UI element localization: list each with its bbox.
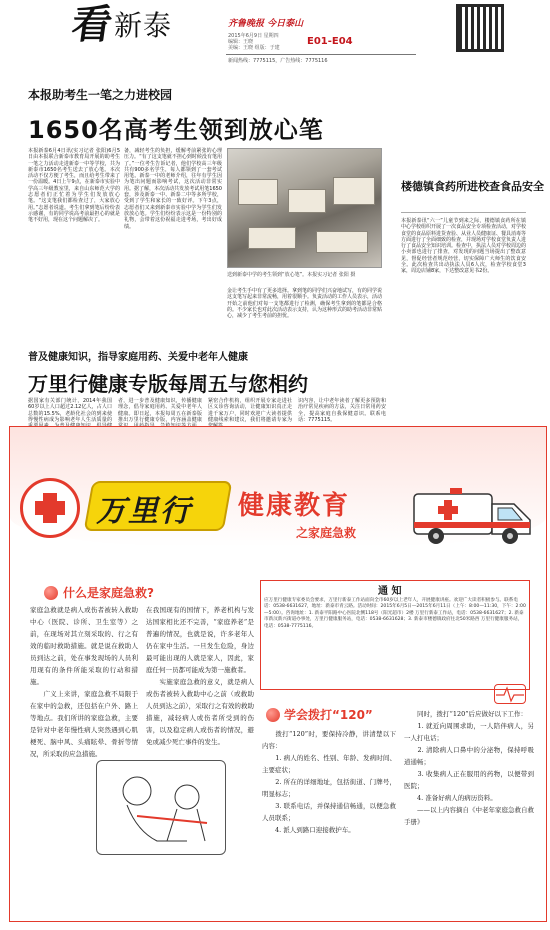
story2-headline: 万里行健康专版每周五与您相约 bbox=[28, 372, 308, 396]
first-aid-cartoon bbox=[96, 760, 226, 855]
notice-body: 应万里行健康专家委员会要求，万里行新泰工作站面向全市60岁以上老年人，开展健康讲座。欢迎广大读者积极参与。联系电话：0538-6631627，地址：新泰市青云路。活动时间：2015年6月5日—2015年6月11日（上午：8:00—11:30，下午：2:00—5:00）。咨询地址：1. 新泰平阳路中心医院北侧118号（阳光超市）2楼 万里行新泰工作站，电话：0538-6631627；2. 新泰市新汶新兴街道办事处，万里行健康服务站，电话：0538-6631628；3. 新泰市楼德镇政府往北50米路西 万里行健康服务站，电话：0538-7775116。 bbox=[264, 598, 526, 629]
story1-headline: 1650名高考生领到放心笔 bbox=[28, 116, 324, 144]
section2-column-b: 同时，拨打“120”后应做好以下工作： 1. 就近向周围求助，一人陪伴病人，另一人打电话； 2. 清除病人口鼻中的分泌物，保持呼吸道通畅； 3. 收集病人正在服用的药物，以便带到医院； 4. 准备好病人的病历资料。 ——以上内容摘自《中老年家庭急救自救手册》 bbox=[404, 710, 534, 826]
section2-column-a: 拨打“120”时，要保持冷静，讲清楚以下内容： 1. 病人的姓名、性别、年龄、发病时间、主要症状； 2. 所在的详细地址，包括街道、门牌号，明显标志； 3. 联系电话，并保持通信畅通，以便急救人员联系； 4. 派人到路口迎接救护车。 bbox=[262, 730, 396, 834]
masthead-divider bbox=[226, 54, 416, 55]
ad-title: 健康教育 bbox=[238, 491, 351, 521]
section1-right-column: 在我国现有的国情下，养老机构与发达国家相比还不完善，“家庭养老”是普遍的情况，也就是说，许多老年人仍在家中生活。一旦发生危险，身边最可能出现的人就是家人，因此，家庭任何一员都可能成为第一施救者。 实施家庭急救的意义，就是病人或伤者被转入救助中心之前（或救助人员到达之前），采取行之有效的救助措施，减轻病人或伤者所受到的伤害，以及稳定病人或伤者的情况，避免或减少死亡事件的发生。 bbox=[146, 606, 254, 746]
brand-name: 万里行 bbox=[96, 494, 192, 529]
story2-kicker: 普及健康知识，指导家庭用药、关爱中老年人健康 bbox=[28, 352, 248, 363]
story2-column-2: 者，进一步普及健康知识，传播健康理念，倡导家庭用药、关爱中老年人健康。即日起，本报每周五在新泰版推出万里行健康专版，内容涵盖健康 bbox=[118, 398, 202, 423]
story1-kicker: 本报助考生一笔之力进校园 bbox=[28, 88, 173, 102]
heartbeat-icon bbox=[494, 684, 526, 704]
ambulance-icon bbox=[410, 478, 536, 550]
info-date: 2015年6月9日 星期四 bbox=[228, 33, 279, 39]
masthead-logo-kan: 看 bbox=[68, 1, 116, 48]
bullet-icon bbox=[44, 586, 58, 600]
section1-left-column: 家庭急救就是病人或伤者被转入救助中心（医院、诊所、卫生室等）之前，在现场对其立刻采取的、行之有效的临时救助措施。就是说在救助人员到达之前，处在事发现场的人员利用现有的条件所能采取的行动和措施。 广义上来讲，家庭急救不局限于在家中的急救，还包括在户外、路上等地点。我们所讲的家庭急救，主要是针对中老年慢性病人突然遇到心肌梗死、脑中风、头痛眩晕、骨折等情况，所采取的应急措施。 bbox=[30, 606, 138, 758]
notice-title: 通 知 bbox=[378, 586, 402, 597]
section1-title: 什么是家庭急救? bbox=[63, 586, 154, 600]
story1-column-2: 备，减轻考生的负担，缓解考前紧张的心理压力。“有了这支笔就不担心到时候没有笔用了。”一位考生告诉记者，他们学校高三年级共有900多名学生，每人都领到了一套考试用笔。新泰一中的老师介绍，往年有学生因为笔出问题而影响考试，这次活动非常实用。据了解，本次活动共发放考试用笔1650套，涉及新泰一中、新泰二中等多所学校，受到了学生和家长的一致好评。下午3点，志愿者们又来到新泰市实验中学为学生们发放放心笔。学生们纷纷表示这是一份特别的礼物，会带着这份祝福走进考场，考出好成绩。 bbox=[124, 148, 222, 230]
story1-photo bbox=[227, 148, 382, 268]
story2-column-3: 紧密合作机构，组织开展专家走进社区义诊咨询活动，让健康知识真正走进千家万户，同时欢迎广大读者提供健康线索和建议，我们将邀请专家为 bbox=[208, 398, 292, 423]
hotlines: 新闻热线：7775115，广告热线：7775116 bbox=[228, 58, 328, 64]
bullet-icon bbox=[266, 708, 280, 722]
side-divider bbox=[401, 212, 526, 213]
page-range: E01-E04 bbox=[307, 36, 353, 47]
red-cross-logo-icon bbox=[20, 478, 80, 538]
ad-subtitle: 之家庭急救 bbox=[296, 526, 357, 540]
qr-code-icon bbox=[456, 4, 504, 52]
section2-title: 学会拨打“120” bbox=[284, 708, 373, 722]
story2-column-4: 识内容，让中老年读者了解更多预防和治疗常见疾病的方法，关注日常用药安全，提高家庭自我保健意识。联系电话：7775115。 bbox=[298, 398, 386, 423]
story1-column-3: 金让考生手中有了更多选择。拿到笔的同学们兴奋地试写，有的同学说这支笔写起来非常流畅，用着很顺手。负责活动的工作人员表示，活动开始之前他们对每一支笔都进行了检测，确保考生拿到的笔都是合格的。不少家长也对此次活动表示支持，认为这种形式的助考活动非常贴心，减少了考生考前的担忧。 bbox=[227, 288, 383, 320]
masthead-info bbox=[228, 33, 280, 51]
info-layout: 美编：王晓 组版：于建 bbox=[228, 45, 280, 51]
story1-column-1: 本报新泰6月4日讯(实习记者 张阳)6月5日由本报联合新泰市教育局开展的助考生一笔之力活动走进新泰一中等学校，共为新泰市1650名考生送去了放心笔。本次活动不仅方便了考生，而且给考生带来了一份温暖。4日上午9点，在新泰市实验中学高三年级教室里，来自山东师范大学的志愿者们正忙着为学生们发放放心笔。“这支笔我们都检查过了，大家放心用。”志愿者说道。考生们拿到笔后纷纷表示感谢，有的同学说高考前最担心的就是笔不好用，现在这个问题解决了。 bbox=[28, 148, 120, 224]
side-story-body: 本报新泰讯“六一”儿童节到来之际，楼德镇食药所在镇中心学校组织开展了一次食品安全专项检查活动，对学校食堂的食品原料进货查验、从业人员健康证、餐具消毒等方面进行了全面细致的检查，并现场对学校食堂负责人进行了食品安全知识培训。检查中，执法人员对学校周边的小卖部也进行了排查，对发现的问题当场提出了整改意见，督促经营者规范经营，切实保障广大师生的饮食安全。此次检查共出动执法人员6人次，检查学校食堂3家，周边店铺8家，下达整改意见书2份。 bbox=[401, 218, 527, 275]
side-story-title: 楼德镇食药所进校查食品安全 bbox=[401, 180, 544, 193]
paper-name: 齐鲁晚报 今日泰山 bbox=[228, 19, 304, 29]
story2-column-1: 据国家有关部门统计，2014年我国60岁以上人口超过2.12亿人，占人口总数的15.5%，老龄化社会的到来使得慢性病成为影响老年人生活质量的 bbox=[28, 398, 112, 423]
masthead-title: 新泰 bbox=[114, 9, 173, 42]
photo-caption: 送到新泰中学的考生领到“放心笔”。本报实习记者 张阳 摄 bbox=[227, 272, 356, 278]
info-editor: 编辑：王晓 bbox=[228, 39, 254, 45]
